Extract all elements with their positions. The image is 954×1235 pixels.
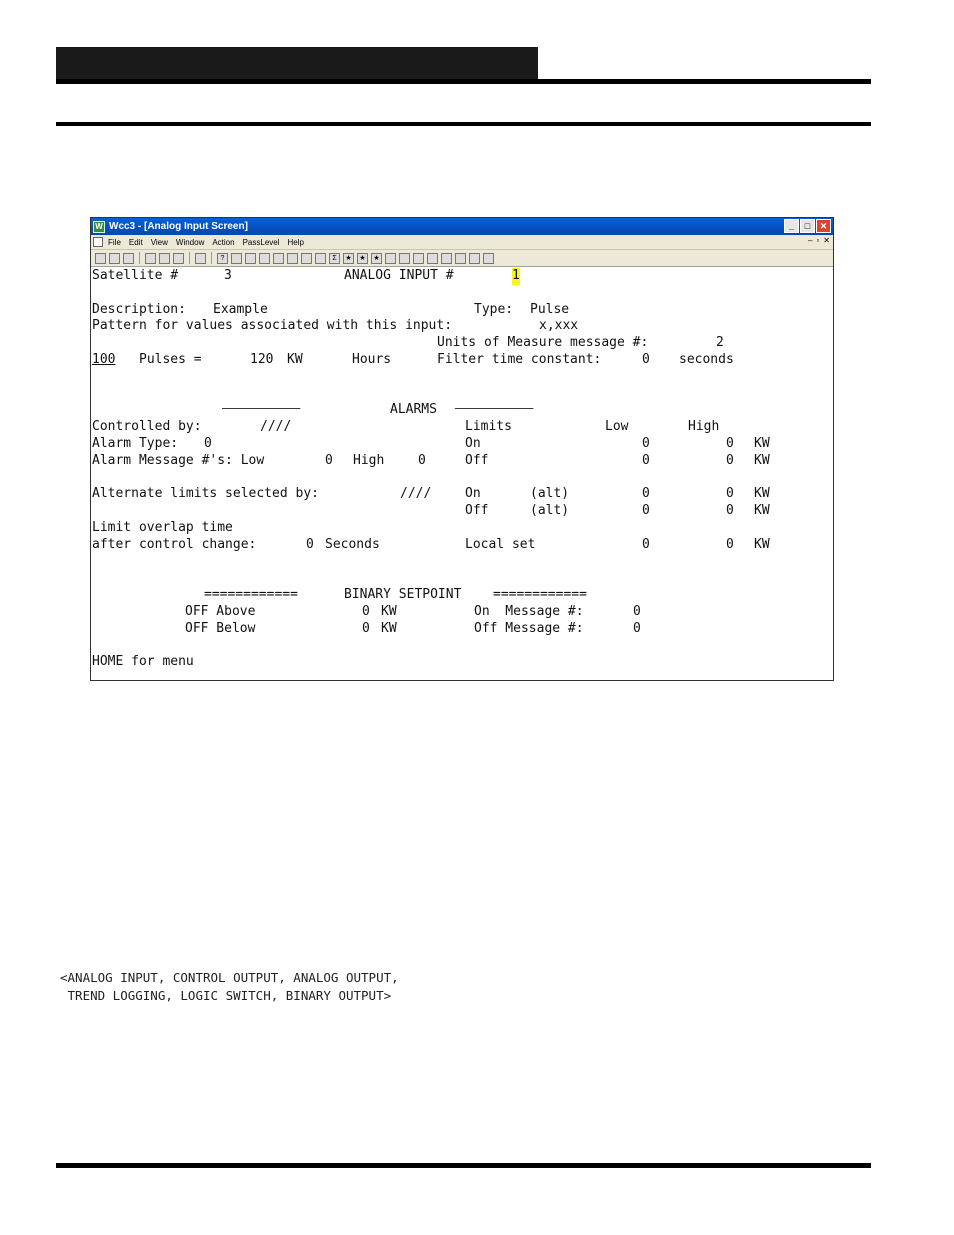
screen-list-line-1: <ANALOG INPUT, CONTROL OUTPUT, ANALOG OUTPUT,: [60, 970, 399, 985]
pulses-label: Pulses =: [139, 352, 202, 367]
on-high-value[interactable]: 0: [726, 436, 734, 451]
off-label: Off: [465, 452, 489, 468]
alarm-type-label: Alarm Type:: [92, 436, 179, 451]
alt-off-label: Off: [465, 503, 489, 519]
menu-file[interactable]: File: [108, 237, 121, 247]
alarm-message-high-value[interactable]: 0: [418, 452, 426, 468]
pulses-value[interactable]: 120: [250, 352, 274, 367]
star-icon[interactable]: ★: [371, 253, 382, 264]
new-icon[interactable]: [95, 253, 106, 264]
wcc3-app-icon: W: [93, 221, 105, 233]
type-value[interactable]: Pulse: [530, 301, 570, 317]
filter-unit: seconds: [679, 352, 734, 367]
tool-icon[interactable]: [427, 253, 438, 264]
star-icon[interactable]: ★: [357, 253, 368, 264]
print-icon[interactable]: [195, 253, 206, 264]
alt-off-low-value[interactable]: 0: [642, 503, 650, 519]
tool-icon[interactable]: [413, 253, 424, 264]
alarm-message-label: Alarm Message #'s: Low: [92, 452, 265, 468]
key-icon[interactable]: [385, 253, 396, 264]
alarms-rule-left: ─────────────: [222, 404, 301, 416]
alarm-message-low-value[interactable]: 0: [325, 452, 333, 468]
alt-off-high-value[interactable]: 0: [726, 503, 734, 519]
mdi-minimize-icon[interactable]: –: [808, 236, 813, 245]
local-set-label: Local set: [465, 536, 536, 552]
bell-icon[interactable]: [315, 253, 326, 264]
title-bar[interactable]: [91, 218, 833, 235]
limits-header: Limits: [465, 419, 512, 435]
menu-edit[interactable]: Edit: [128, 237, 143, 247]
home-menu-hint: HOME for menu: [92, 654, 194, 670]
on-low-value[interactable]: 0: [642, 436, 650, 451]
cut-icon[interactable]: [145, 253, 156, 264]
after-control-value[interactable]: 0: [306, 536, 314, 552]
type-label: Type:: [474, 301, 514, 317]
binary-rule-right: ============: [493, 587, 587, 603]
satellite-label: Satellite #: [92, 268, 179, 283]
toolbar-separator: [139, 252, 140, 264]
mdi-restore-icon[interactable]: ▫: [816, 236, 820, 245]
controlled-by-label: Controlled by:: [92, 419, 202, 435]
pattern-value[interactable]: x,xxx: [539, 318, 579, 334]
units-label: Units of Measure message #:: [437, 335, 649, 351]
pattern-label: Pattern for values associated with this input:: [92, 318, 453, 334]
off-below-label: OFF Below: [185, 620, 256, 636]
high-header: High: [688, 419, 720, 435]
mdi-close-icon[interactable]: ✕: [823, 236, 830, 245]
screen-list-line-2: TREND LOGGING, LOGIC SWITCH, BINARY OUTPUT>: [60, 988, 392, 1003]
description-value[interactable]: Example: [213, 301, 268, 317]
analog-input-value[interactable]: 1: [512, 268, 520, 283]
header-rule: [56, 79, 871, 84]
on-message-label: On Message #:: [474, 604, 584, 619]
open-icon[interactable]: [109, 253, 120, 264]
local-low-value[interactable]: 0: [642, 536, 650, 552]
alarm-type-value[interactable]: 0: [204, 436, 212, 451]
minimize-icon[interactable]: _: [784, 219, 799, 233]
off-message-value[interactable]: 0: [633, 620, 641, 636]
tool-icon[interactable]: [455, 253, 466, 264]
section-rule: [56, 122, 871, 126]
toolbar-separator: [211, 252, 212, 264]
menu-help[interactable]: Help: [287, 237, 304, 247]
footer-rule: [56, 1163, 871, 1168]
alt-on-tag: (alt): [530, 486, 570, 502]
alarm-message-high-label: High: [353, 452, 385, 468]
star-icon[interactable]: ★: [343, 253, 354, 264]
low-header: Low: [605, 419, 629, 435]
description-label: Description:: [92, 301, 186, 317]
local-high-value[interactable]: 0: [726, 536, 734, 552]
window-title: Wcc3 - [Analog Input Screen]: [109, 221, 248, 232]
binary-rule-left: ============: [204, 587, 298, 603]
alarms-title: ALARMS: [390, 402, 437, 418]
filter-label: Filter time constant:: [437, 352, 602, 367]
terminal-screen: [92, 268, 832, 678]
hours-label: Hours: [352, 352, 392, 367]
off-low-value[interactable]: 0: [642, 452, 650, 468]
off-above-label: OFF Above: [185, 604, 256, 619]
tool-icon[interactable]: [483, 253, 494, 264]
analog-input-label: ANALOG INPUT #: [344, 268, 454, 283]
after-control-label: after control change:: [92, 536, 257, 552]
tool-icon[interactable]: [399, 253, 410, 264]
after-control-unit: Seconds: [325, 536, 380, 552]
alt-off-tag: (alt): [530, 503, 570, 519]
alt-on-unit: KW: [754, 486, 770, 502]
off-below-value[interactable]: 0: [362, 620, 370, 636]
on-unit: KW: [754, 436, 770, 451]
filter-value[interactable]: 0: [642, 352, 650, 367]
document-icon[interactable]: [93, 237, 103, 247]
app-window: [90, 217, 834, 681]
paste-icon[interactable]: [173, 253, 184, 264]
eye-icon[interactable]: [441, 253, 452, 264]
menu-view[interactable]: View: [150, 237, 168, 247]
close-icon[interactable]: ✕: [816, 219, 831, 233]
tool-icon[interactable]: [301, 253, 312, 264]
pulses-unit: KW: [287, 352, 303, 367]
alternate-limits-value[interactable]: ////: [400, 486, 432, 502]
print-icon[interactable]: [231, 253, 242, 264]
maximize-icon[interactable]: □: [800, 219, 815, 233]
off-below-unit: KW: [381, 620, 397, 636]
off-high-value[interactable]: 0: [726, 452, 734, 468]
units-value[interactable]: 2: [716, 335, 724, 351]
off-above-value[interactable]: 0: [362, 604, 370, 619]
save-icon[interactable]: [123, 253, 134, 264]
sum-icon[interactable]: Σ: [329, 253, 340, 264]
help-icon[interactable]: ?: [217, 253, 228, 264]
screen-list-note: [60, 969, 399, 1005]
header-bar: [56, 47, 538, 80]
tool-icon[interactable]: [469, 253, 480, 264]
menu-action[interactable]: Action: [212, 237, 235, 247]
alt-on-low-value[interactable]: 0: [642, 486, 650, 502]
off-unit: KW: [754, 452, 770, 468]
off-above-unit: KW: [381, 604, 397, 619]
controlled-by-value[interactable]: ////: [260, 419, 292, 435]
tool-icon[interactable]: [259, 253, 270, 264]
tool-icon[interactable]: [287, 253, 298, 264]
alternate-limits-label: Alternate limits selected by:: [92, 486, 319, 502]
off-message-label: Off Message #:: [474, 620, 584, 636]
tool-icon[interactable]: [273, 253, 284, 264]
on-label: On: [465, 436, 481, 451]
alt-on-high-value[interactable]: 0: [726, 486, 734, 502]
pulses-count[interactable]: 100: [92, 352, 116, 367]
satellite-value[interactable]: 3: [224, 268, 232, 283]
print-preview-icon[interactable]: [245, 253, 256, 264]
local-unit: KW: [754, 536, 770, 552]
on-message-value[interactable]: 0: [633, 604, 641, 619]
alt-on-label: On: [465, 486, 481, 502]
copy-icon[interactable]: [159, 253, 170, 264]
toolbar-separator: [189, 252, 190, 264]
limit-overlap-label: Limit overlap time: [92, 520, 233, 535]
menu-passlevel[interactable]: PassLevel: [242, 237, 280, 247]
binary-setpoint-title: BINARY SETPOINT: [344, 587, 462, 603]
toolbar: [91, 250, 833, 267]
menu-bar: [91, 235, 833, 250]
menu-window[interactable]: Window: [175, 237, 205, 247]
alt-off-unit: KW: [754, 503, 770, 519]
alarms-rule-right: ─────────────: [455, 404, 534, 416]
